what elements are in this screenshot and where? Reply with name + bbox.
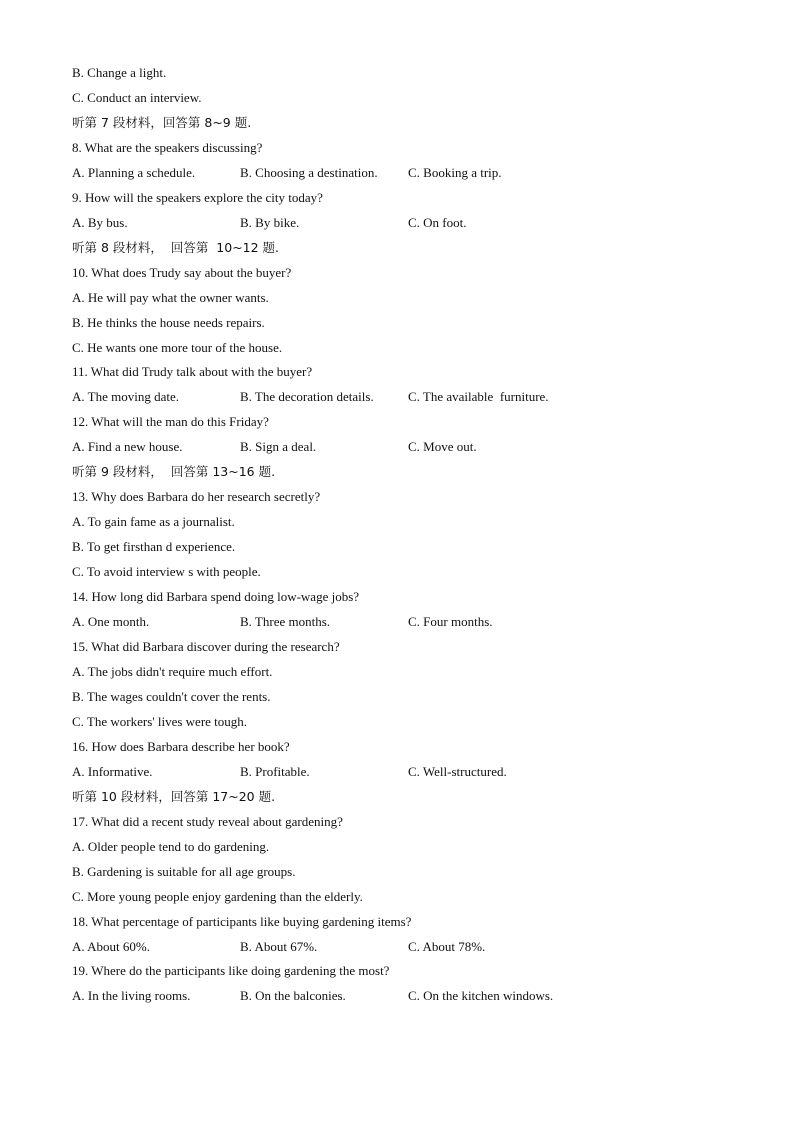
option-b: B. By bike.: [240, 215, 300, 230]
option-b: B. The decoration details.: [240, 389, 374, 404]
question-line: 16. How does Barbara describe her book?: [72, 739, 290, 754]
option-line: B. Gardening is suitable for all age groups.: [72, 864, 296, 879]
question-line: 17. What did a recent study reveal about gardening?: [72, 814, 343, 829]
option-c: C. The available furniture.: [408, 389, 549, 404]
option-line: C. More young people enjoy gardening than the elderly.: [72, 889, 363, 904]
question-line: 11. What did Trudy talk about with the buyer?: [72, 364, 313, 379]
section-heading: 听第 8 段材料， 回答第 10~12 题.: [72, 240, 280, 255]
options-row: [72, 389, 692, 405]
option-line: B. He thinks the house needs repairs.: [72, 315, 265, 330]
options-row: [72, 215, 692, 231]
question-line: 13. Why does Barbara do her research secretly?: [72, 489, 321, 504]
option-line: A. To gain fame as a journalist.: [72, 514, 235, 529]
question-line: 14. How long did Barbara spend doing low-wage jobs?: [72, 589, 360, 604]
option-c: C. Booking a trip.: [408, 165, 502, 180]
question-line: 8. What are the speakers discussing?: [72, 140, 263, 155]
option-b: B. About 67%.: [240, 939, 318, 954]
option-b: B. Sign a deal.: [240, 439, 317, 454]
options-row: [72, 165, 692, 181]
option-line: A. Older people tend to do gardening.: [72, 839, 270, 854]
option-line: B. The wages couldn't cover the rents.: [72, 689, 271, 704]
option-a: A. Find a new house.: [72, 439, 183, 454]
options-row: [72, 939, 692, 955]
option-line: C. To avoid interview s with people.: [72, 564, 261, 579]
option-c: C. Well-structured.: [408, 764, 507, 779]
question-line: 9. How will the speakers explore the city today?: [72, 190, 323, 205]
option-a: A. Informative.: [72, 764, 153, 779]
option-line: C. Conduct an interview.: [72, 90, 202, 105]
question-line: 15. What did Barbara discover during the research?: [72, 639, 340, 654]
options-row: [72, 439, 692, 455]
option-c: C. On the kitchen windows.: [408, 988, 554, 1003]
option-b: B. On the balconies.: [240, 988, 346, 1003]
option-line: A. The jobs didn't require much effort.: [72, 664, 273, 679]
option-line: B. Change a light.: [72, 65, 167, 80]
option-c: C. On foot.: [408, 215, 467, 230]
option-line: B. To get firsthan d experience.: [72, 539, 236, 554]
option-b: B. Choosing a destination.: [240, 165, 378, 180]
option-c: C. Four months.: [408, 614, 493, 629]
section-heading: 听第 7 段材料，回答第 8~9 题.: [72, 115, 252, 130]
option-a: A. In the living rooms.: [72, 988, 191, 1003]
question-line: 18. What percentage of participants like buying gardening items?: [72, 914, 412, 929]
options-row: [72, 614, 692, 630]
question-line: 19. Where do the participants like doing gardening the most?: [72, 963, 390, 978]
option-line: C. He wants one more tour of the house.: [72, 340, 283, 355]
options-row: [72, 988, 692, 1004]
option-a: A. About 60%.: [72, 939, 150, 954]
option-a: A. One month.: [72, 614, 150, 629]
question-line: 12. What will the man do this Friday?: [72, 414, 269, 429]
option-a: A. Planning a schedule.: [72, 165, 196, 180]
question-line: 10. What does Trudy say about the buyer?: [72, 265, 292, 280]
option-a: A. The moving date.: [72, 389, 179, 404]
option-b: B. Profitable.: [240, 764, 310, 779]
option-line: C. The workers' lives were tough.: [72, 714, 248, 729]
option-c: C. Move out.: [408, 439, 477, 454]
section-heading: 听第 10 段材料，回答第 17~20 题.: [72, 789, 276, 804]
option-c: C. About 78%.: [408, 939, 486, 954]
option-line: A. He will pay what the owner wants.: [72, 290, 269, 305]
option-a: A. By bus.: [72, 215, 128, 230]
option-b: B. Three months.: [240, 614, 331, 629]
options-row: [72, 764, 692, 780]
section-heading: 听第 9 段材料， 回答第 13~16 题.: [72, 464, 276, 479]
